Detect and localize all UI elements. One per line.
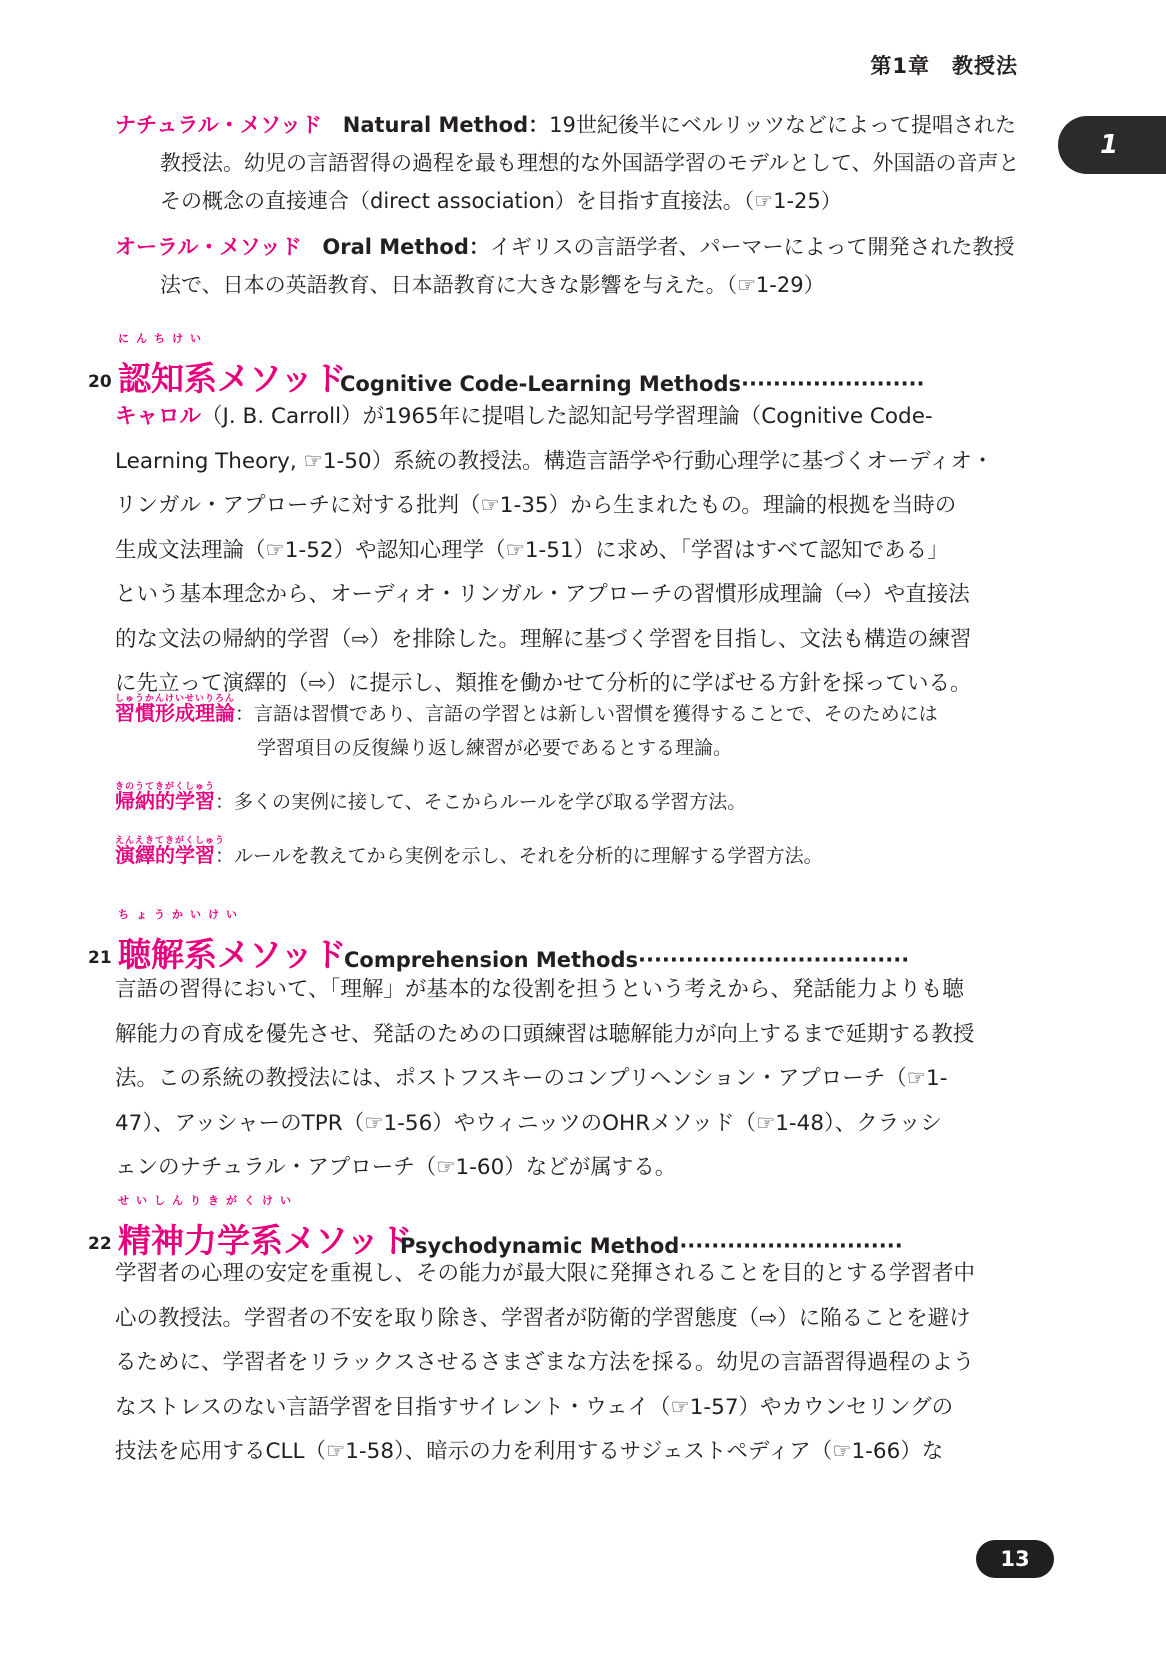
section-title: 聴解系メソッド [118, 935, 347, 974]
definition-inductive [115, 784, 1040, 819]
entry-english: Oral Method： [322, 235, 490, 259]
para-line: 学習者の心理の安定を重視し、その能力が最大限に発揮されることを目的とする学習者中 [115, 1261, 976, 1286]
definition-text: ：言語は習慣であり、言語の学習とは新しい習慣を獲得することで、そのためには [235, 703, 938, 725]
definition-term-wrap [115, 836, 226, 872]
entry-oral-method [115, 228, 1040, 304]
definition-ruby: えんえきてきがくしゅう [115, 836, 226, 846]
page-number: 13 [976, 1540, 1054, 1578]
entry-text: その概念の直接連合（direct association）を目指す直接法。（☞1-25） [160, 189, 842, 213]
definition-ruby: きのうてきがくしゅう [115, 782, 216, 792]
definition-text: ：多くの実例に接して、そこからルールを学び取る学習方法。 [215, 791, 747, 813]
para-line: 法。この系統の教授法には、ポストフスキーのコンプリヘンション・アプローチ（☞1- [115, 1066, 948, 1091]
para-line: 技法を応用するCLL（☞1-58）、暗示の力を利用するサジェストペディア（☞1-66）な [115, 1439, 944, 1464]
section-21-body [115, 968, 1040, 1191]
para-line: 解能力の育成を優先させ、発話のための口頭練習は聴解能力が向上するまで延期する教授 [115, 1021, 975, 1047]
section-heading-21 [88, 906, 1048, 976]
definition-term: 帰納的学習 [115, 789, 215, 813]
leader-dots: ······················· [741, 372, 925, 396]
definition-term: 習慣形成理論 [115, 701, 235, 725]
entry-text: 法で、日本の英語教育、日本語教育に大きな影響を与えた。（☞1-29） [160, 273, 825, 297]
definition-deductive [115, 838, 1040, 873]
section-20-body [115, 395, 1040, 707]
section-number: 20 [88, 372, 112, 392]
leader-dots: ·································· [637, 948, 910, 972]
section-heading-20 [88, 330, 1048, 400]
entry-term: ナチュラル・メソッド [115, 113, 323, 137]
definition-term-wrap [115, 784, 215, 818]
definition-term: 演繹的学習 [115, 843, 215, 867]
section-title: 認知系メソッド [118, 359, 347, 398]
running-header: 第1章 教授法 [870, 54, 1018, 78]
section-number: 22 [88, 1234, 112, 1254]
entry-english: Natural Method： [342, 113, 550, 137]
para-line: リンガル・アプローチに対する批判（☞1-35）から生まれたもの。理論的根拠を当時の [115, 493, 957, 518]
entry-text: 19世紀後半にベルリッツなどによって提唱された [549, 113, 1017, 137]
section-english-wrap [340, 372, 980, 396]
section-number: 21 [88, 948, 112, 968]
entry-text: 教授法。幼児の言語習得の過程を最も理想的な外国語学習のモデルとして、外国語の音声と [160, 151, 1020, 175]
definition-text: ：ルールを教えてから実例を示し、それを分析的に理解する学習方法。 [215, 845, 823, 867]
section-ruby: ちょうかいけい [118, 908, 244, 921]
section-ruby: せいしんりきがくけい [118, 1194, 298, 1207]
leader-dots: ···························· [679, 1234, 903, 1258]
para-line: 的な文法の帰納的学習（⇨）を排除した。理解に基づく学習を目指し、文法も構造の練習 [115, 626, 972, 652]
entry-text: イギリスの言語学者、パーマーによって開発された教授 [489, 235, 1015, 259]
section-english: Comprehension Methods [344, 948, 638, 972]
chapter-tab: 1 [1058, 116, 1166, 174]
definition-text: 学習項目の反復繰り返し練習が必要であるとする理論。 [257, 737, 733, 759]
entry-natural-method [115, 106, 1040, 220]
para-line: ェンのナチュラル・アプローチ（☞1-60）などが属する。 [115, 1155, 677, 1180]
para-line: 生成文法理論（☞1-52）や認知心理学（☞1-51）に求め、「学習はすべて認知である」 [115, 537, 949, 563]
section-ruby: にんちけい [118, 332, 208, 345]
para-line: 心の教授法。学習者の不安を取り除き、学習者が防衛的学習態度（⇨）に陥ることを避け [115, 1305, 971, 1331]
entry-term: オーラル・メソッド [115, 235, 302, 259]
lead-term: キャロル [115, 404, 202, 429]
para-line: 47）、アッシャーのTPR（☞1-56）やウィニッツのOHRメソッド（☞1-48）、クラッシ [115, 1110, 942, 1136]
section-english: Cognitive Code-Learning Methods [340, 372, 742, 396]
para-line: という基本理念から、オーディオ・リンガル・アプローチの習慣形成理論（⇨）や直接法 [115, 582, 970, 607]
para-line: るために、学習者をリラックスさせるさまざまな方法を採る。幼児の言語習得過程のよう [115, 1350, 975, 1375]
definition-habit-formation [115, 696, 1040, 765]
para-line: に先立って演繹的（⇨）に提示し、類推を働かせて分析的に学ばせる方針を採っている。 [115, 671, 972, 696]
para-line: なストレスのない言語学習を目指すサイレント・ウェイ（☞1-57）やカウンセリングの [115, 1394, 954, 1420]
para-line: Learning Theory, ☞1-50）系統の教授法。構造言語学や行動心理学に基づくオーディオ・ [115, 448, 994, 474]
definition-term-wrap [115, 696, 235, 730]
definition-ruby: しゅうかんけいせいりろん [115, 694, 236, 704]
section-english: Psychodynamic Method [400, 1234, 680, 1258]
para-line: （J. B. Carroll）が1965年に提唱した認知記号学習理論（Cognitive Code- [201, 404, 933, 429]
section-title: 精神力学系メソッド [118, 1221, 413, 1260]
para-line: 言語の習得において、「理解」が基本的な役割を担うという考えから、発話能力よりも聴 [115, 977, 964, 1002]
section-22-body [115, 1252, 1040, 1475]
